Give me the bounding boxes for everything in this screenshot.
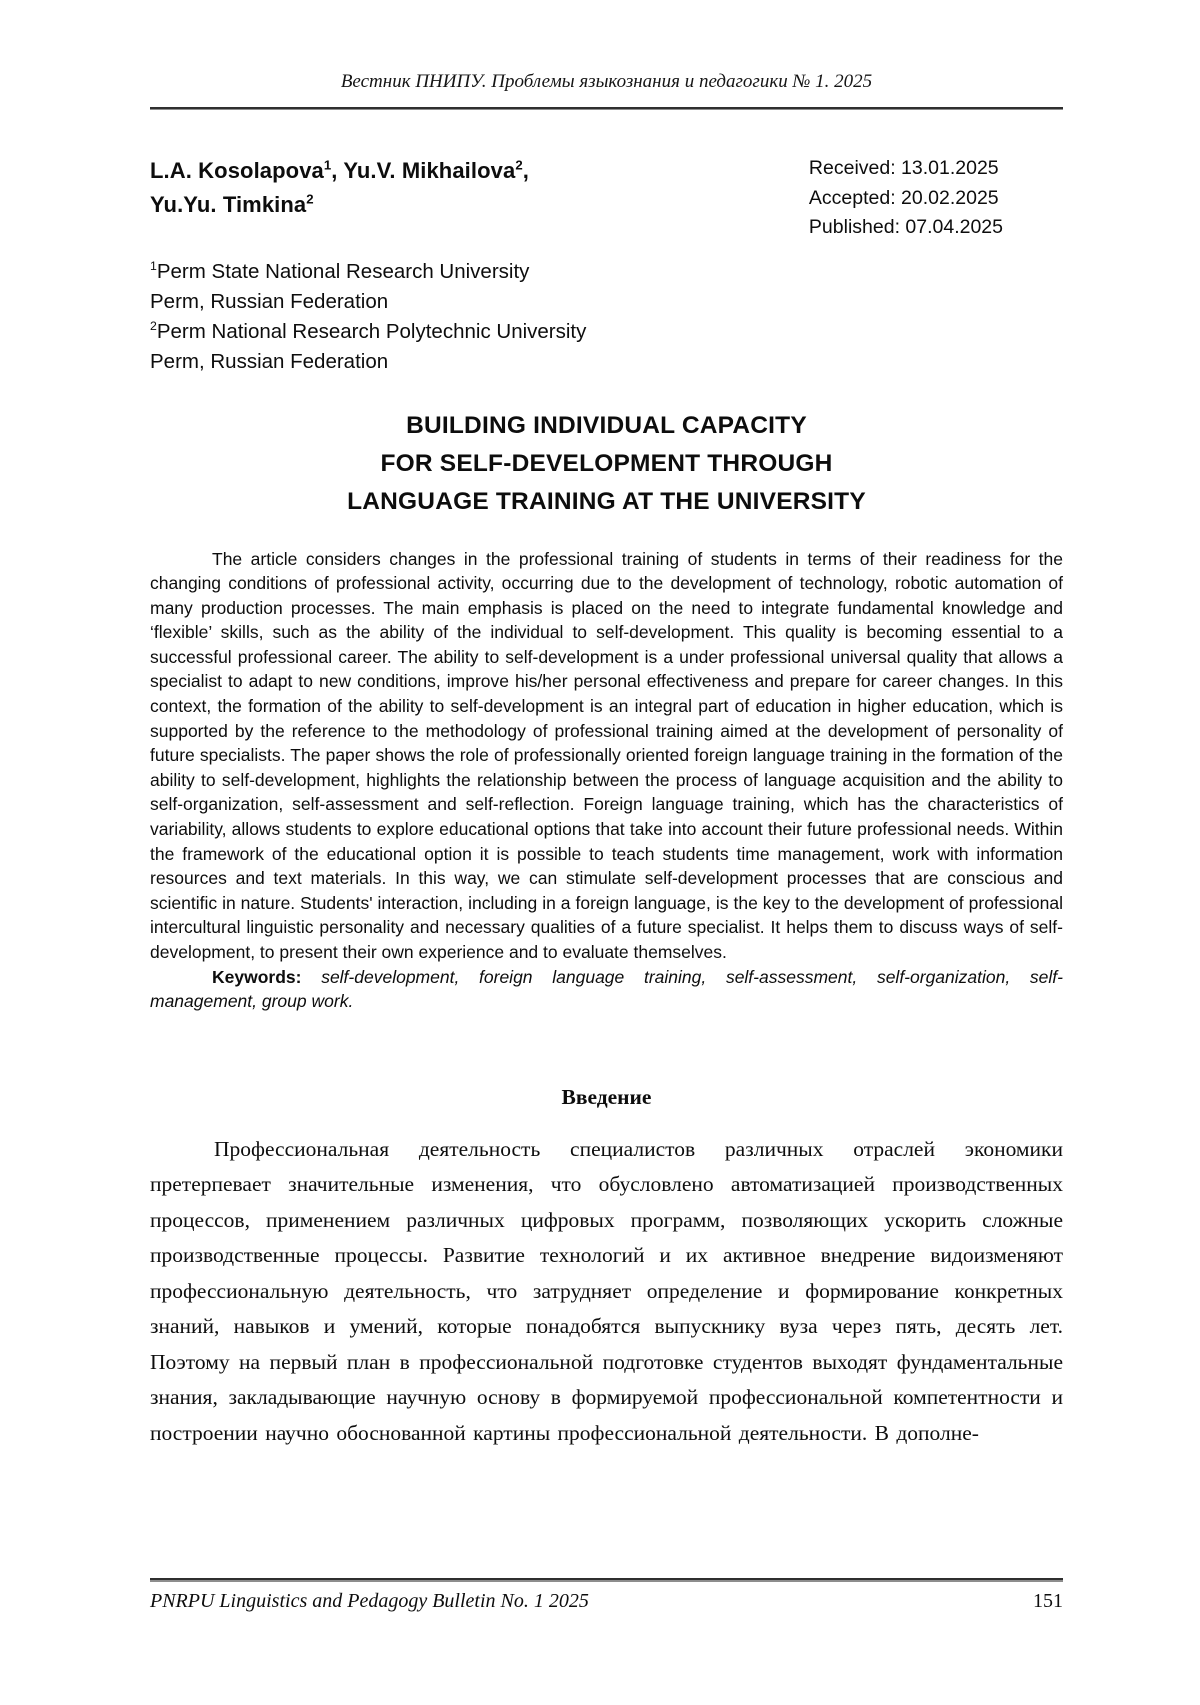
affiliations-block (150, 257, 1063, 377)
affiliation-mark: 1 (150, 258, 157, 273)
keywords-text: self-development, foreign language training, self-assessment, self-organization, self-management, group work. (150, 966, 1063, 1012)
affiliation-line (150, 257, 1063, 287)
section-heading-introduction: Введение (561, 1084, 652, 1109)
article-title-line: LANGUAGE TRAINING AT THE UNIVERSITY (347, 487, 866, 515)
authors-line-1 (150, 154, 529, 188)
byline-row (150, 154, 1063, 243)
page-number: 151 (1033, 1590, 1063, 1612)
accepted-date: Accepted: 20.02.2025 (808, 186, 999, 209)
affiliation-mark: 2 (150, 318, 157, 333)
abstract-text: The article considers changes in the professional training of students in terms of their readiness for the changing conditions of professional activity, occurring due to the development of technology, robotic automation of many production processes. The main emphasis is placed on the need to integrate fundamental knowledge and ‘flexible’ skills, such as the ability of the individual to self-development. This quality is becoming essential to a successful professional career. The ability to self-development is a under professional universal quality that allows a specialist to adapt to new conditions, improve his/her personal effectiveness and prepare for career changes. In this context, the formation of the ability to self-development is an integral part of education in higher education, which is supported by the reference to the methodology of professional training aimed at the development of personality of future specialists. The paper shows the role of professionally oriented foreign language training in the formation of the ability to self-development, highlights the relationship between the process of language acquisition and the ability to self-organization, self-assessment and self-reflection. Foreign language training, which has the characteristics of variability, allows students to explore educational options that take into account their future professional needs. Within the framework of the educational option it is possible to teach students time management, work with information resources and text materials. In this way, we can stimulate self-development processes that are conscious and scientific in nature. Students' interaction, including in a foreign language, is the key to the development of professional intercultural linguistic personality and necessary qualities of a future specialist. It helps them to discuss ways of self-development, to present their own experience and to evaluate themselves. (150, 548, 1063, 962)
affiliation-line (150, 317, 1063, 347)
journal-header-title: Вестник ПНИПУ. Проблемы языкознания и педагогики № 1. 2025 (340, 71, 873, 92)
article-title (150, 407, 1063, 521)
affiliation-line (150, 287, 1063, 317)
footer-row (150, 1588, 1063, 1614)
published-date: Published: 07.04.2025 (808, 216, 1003, 238)
keywords-label: Keywords: (212, 966, 302, 987)
author-affiliation-mark: 2 (306, 191, 314, 207)
dates-block (809, 154, 1003, 243)
authors-line-2 (150, 188, 529, 222)
author-name: Yu.V. Mikhailova (343, 158, 516, 183)
page-footer (150, 1578, 1063, 1614)
abstract-block (150, 547, 1063, 1014)
article-title-line: FOR SELF-DEVELOPMENT THROUGH (380, 449, 833, 477)
affiliation-text: Perm State National Research University (156, 259, 530, 283)
footer-journal-title: PNRPU Linguistics and Pedagogy Bulletin No. 1 2025 (150, 1590, 589, 1612)
author-affiliation-mark: 1 (323, 157, 332, 173)
author-separator: , (331, 158, 344, 183)
author-separator: , (522, 158, 529, 183)
introduction-paragraph: Профессиональная деятельность специалистов различных отраслей экономики претерпевает значительные изменения, что обусловлено автоматизацией производственных процессов, применением различных цифровых программ, позволяющих ускорить сложные производственные процессы. Развитие технологий и их активное внедрение видоизменяют профессиональную деятельность, что затрудняет определение и формирование конкретных знаний, навыков и умений, которые понадобятся выпускнику вуза через пять, десять лет. Поэтому на первый план в профессиональной подготовке студентов выходят фундаментальные знания, закладывающие научную основу в формируемой профессиональной компетентности и построении научно обоснованной картины профессиональной деятельности. В дополне- (150, 1136, 1063, 1445)
keywords-line (150, 965, 1063, 1014)
received-date: Received: 13.01.2025 (808, 157, 999, 179)
header-rule (150, 107, 1063, 110)
affiliation-line (150, 347, 1063, 377)
authors-block (150, 154, 529, 222)
running-head (150, 70, 1063, 110)
affiliation-text: Perm, Russian Federation (150, 289, 389, 313)
author-affiliation-mark: 2 (515, 157, 523, 173)
author-name: Yu.Yu. Timkina (150, 192, 307, 217)
affiliation-text: Perm National Research Polytechnic University (156, 319, 587, 343)
article-title-line: BUILDING INDIVIDUAL CAPACITY (406, 411, 807, 439)
author-name: L.A. Kosolapova (150, 158, 324, 183)
footer-rule (150, 1578, 1063, 1582)
affiliation-text: Perm, Russian Federation (150, 349, 389, 373)
